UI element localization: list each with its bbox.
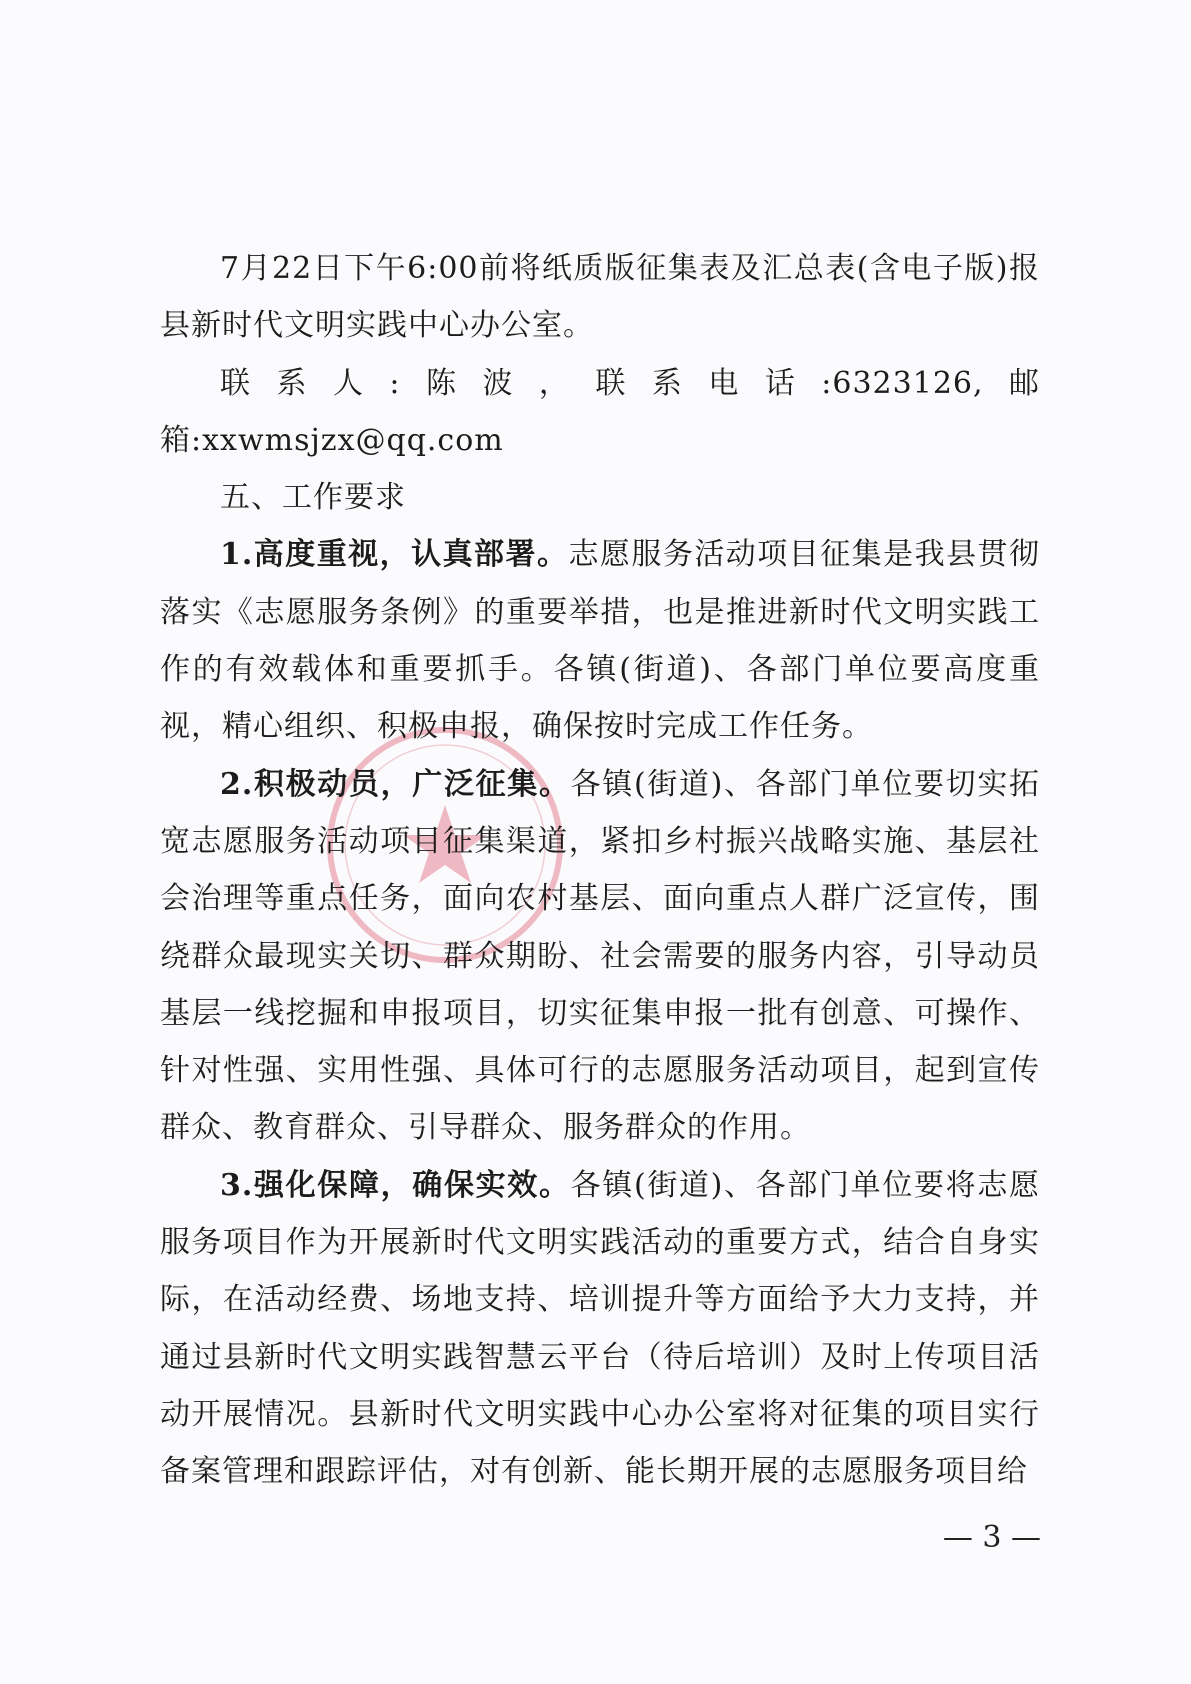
contact-paragraph: 联系人:陈波，联系电话:6323126,邮箱:xxwmsjzx@qq.com (160, 365, 1040, 458)
section-heading: 五、工作要求 (220, 480, 406, 516)
requirement-item-1 (160, 526, 1040, 755)
page-number: — 3 — (942, 1520, 1041, 1555)
requirement-title: 3.强化保障，确保实效。 (220, 1167, 571, 1203)
requirement-item-2 (160, 756, 1040, 1157)
requirement-title: 1.高度重视，认真部署。 (220, 537, 569, 573)
requirement-title: 2.积极动员，广泛征集。 (220, 766, 571, 802)
document-body (160, 240, 1040, 1501)
requirement-body: 志愿服务活动项目征集是我县贯彻落实《志愿服务条例》的重要举措，也是推进新时代文明实践工作的有效载体和重要抓手。各镇(街道)、各部门单位要高度重视，精心组织、积极申报，确保按时完成工作任务。 (160, 537, 1041, 745)
requirement-item-3 (160, 1157, 1040, 1501)
requirement-body: 各镇(街道)、各部门单位要切实拓宽志愿服务活动项目征集渠道，紧扣乡村振兴战略实施、基层社会治理等重点任务，面向农村基层、面向重点人群广泛宣传，围绕群众最现实关切、群众期盼、社会需要的服务内容，引导动员基层一线挖掘和申报项目，切实征集申报一批有创意、可操作、针对性强、实用性强、具体可行的志愿服务活动项目，起到宣传群众、教育群众、引导群众、服务群众的作用。 (160, 766, 1040, 1146)
requirement-body: 各镇(街道)、各部门单位要将志愿服务项目作为开展新时代文明实践活动的重要方式，结合自身实际，在活动经费、场地支持、培训提升等方面给予大力支持，并通过县新时代文明实践智慧云平台（待后培训）及时上传项目活动开展情况。县新时代文明实践中心办公室将对征集的项目实行备案管理和跟踪评估，对有创新、能长期开展的志愿服务项目给 (160, 1167, 1040, 1490)
submission-paragraph: 7月22日下午6:00前将纸质版征集表及汇总表(含电子版)报县新时代文明实践中心办公室。 (160, 251, 1040, 344)
